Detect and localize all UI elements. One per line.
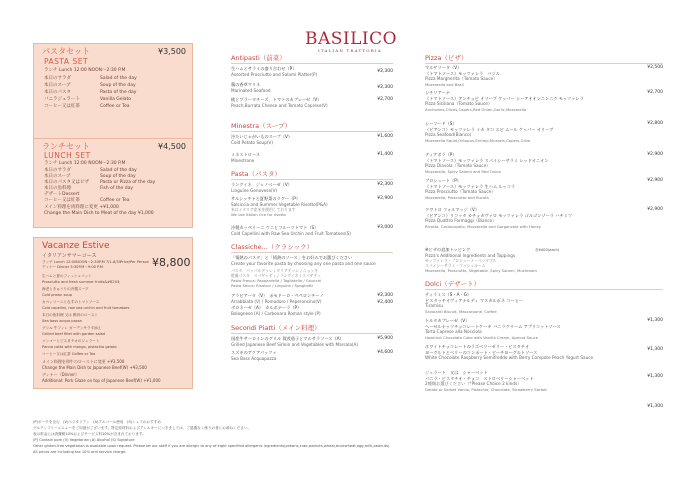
summer-course-note: ディナー（Dinner） — [42, 372, 80, 377]
menu-item: ディアボラ（P） （トマトソース）モッツァレラ スパイシーサラミ レッドオニオン Pizza Diavola（Tomato Sauce） Mozzarella, Spicy Salami and Red Onion — [425, 152, 549, 174]
menu-item: スズキのアクアパッツァ Sea Bass Acquapazza — [231, 350, 277, 361]
menu-item: 鶏の香草マリネ Marinated Seafood — [231, 82, 271, 93]
menu-item-price: ¥2,300 — [377, 293, 393, 298]
menu-item: マルゲリータ（V） （トマトソース）モッツァレラ バジル Pizza Margherita（Tomato Sauce） Mozzarella and Basil — [425, 65, 500, 87]
menu-item: ミネストローネ Minestrone — [231, 152, 261, 163]
menu-item: 桃とブラータチーズ、トマトのカプレーゼ（V） Peach,Burrata Cheese and Tomato Caprese(V) — [231, 97, 328, 108]
menu-item-price: ¥2,500 — [647, 65, 663, 70]
summer-course-line: Grilled beef fillet with garden salad — [42, 332, 106, 336]
summer-course-line: Sea bass acqua pazza — [42, 319, 82, 323]
summer-course-note: メイン料理を和牛のローストに変更 +¥3,500 — [42, 359, 125, 364]
section-title-pizza: Pizza（ピザ） — [425, 54, 468, 62]
menu-item-price: ¥2,300 — [377, 182, 393, 187]
menu-item: ボロネーゼ（A） カルボナーラ（P） Bolognese (A) / Carbonara Roman style (P) — [231, 305, 321, 316]
summer-course-time-dinner: ディナー Dinner 5:30P.M～9:00 P.M — [42, 265, 103, 269]
lunch-set-extra-en: Change the Main Dish to Meat of the day ¥1,000 — [44, 211, 154, 216]
menu-item-price: ¥1,600 — [377, 134, 393, 139]
pasta-set-line: バニラジェラート Vanilla Gelato — [44, 97, 132, 102]
menu-item-price: ¥4,600 — [377, 350, 393, 355]
pasta-set-time: ランチ Lunch 12:00 NOON～2:30 P.M — [44, 68, 126, 73]
summer-course-note-en: Additional: Pork Glaze on top of Japanese Beef(W) +¥1,000 — [42, 378, 161, 383]
section-divider — [231, 131, 393, 132]
menu-item: ラングイネ ジェノベーゼ（V） Linguine Genovese(V) — [231, 182, 292, 193]
restaurant-logo — [305, 29, 398, 53]
summer-course-title: Vacanze Estive — [42, 241, 110, 251]
section-divider — [425, 289, 663, 290]
section-divider — [231, 333, 393, 334]
lunch-set-subtitle: LUNCH SET — [44, 151, 91, 160]
logo-tagline: ITALIAN TRATTORIA — [318, 48, 382, 53]
lunch-set-time: ランチ Lunch 12:00 NOON～2:30 P.M — [44, 161, 126, 166]
menu-item-price: ¥2,800 — [647, 121, 663, 126]
menu-item-price: ¥2,300 — [377, 69, 393, 74]
summer-course-line: グリル 牛フィレ ガーデンサラダ添え — [42, 326, 102, 330]
menu-item-price: ¥5,900 — [377, 336, 393, 341]
menu-item-price: ¥2,900 — [647, 152, 663, 157]
section-divider — [231, 252, 393, 253]
pasta-set-line: コーヒー又は紅茶 Coffee or Tea — [44, 104, 130, 109]
lunch-set-line: 本日の魚料理 Fish of the day — [44, 186, 133, 191]
menu-item-price: ¥2,900 — [377, 196, 393, 201]
summer-course-line: 海老ときゅうりの冷製スープ — [42, 287, 89, 291]
menu-item: 冷製カッペリーニ ウニとフルーツトマト（S） Cold Capellini with Raw Sea Urchin and Fruit Tomatoes(S) — [231, 225, 352, 236]
summer-course-price: ¥8,800 — [152, 256, 191, 269]
summer-course-subtitle: イタリアンサマーコース — [42, 253, 97, 259]
section-title-antipasti: Antipasti（前菜） — [231, 54, 286, 62]
menu-item: アラビアータ（V） ポモドーロ・ペペロンチーノ Arrabbiata (V) / Pomodoro / Peperoncino(V) — [231, 293, 324, 304]
menu-item-price: ¥2,300 — [377, 85, 393, 90]
summer-course-line: Cold capellini, raw sea urchin and fruit tomatoes — [42, 306, 130, 310]
summer-course-line: Cold prawn soup — [42, 293, 73, 297]
classiche-options: パスタ パッパルデッレ / タリアテッレ / ニョッキ 乾燥パスタ スパゲッティ / リングイネ / スパゲティ Pasta Fresca: Pappardelle / Tagliatelle / Gnocchi Pasta Secca: Risoloni / Linguine / Spaghetti — [231, 268, 322, 288]
lunch-set-box — [33, 138, 193, 228]
menu-item-price: ¥2,700 — [377, 97, 393, 102]
lunch-set-line: コーヒー又は紅茶 Coffee or Tea — [44, 198, 130, 203]
menu-item: ジェラート 又は シャーベット バニラ・ピスタチオ・チョコ ストロベリーシャーベット 2種類お選びください（*Please Choice 2 kinds） Gelato or Sorbet Vanila, Pistachio, Chocolate, Strawberry Sorbet — [425, 370, 547, 392]
pizza-topping-price: 各¥400(each) — [535, 248, 560, 252]
summer-course-line: コーヒー又は紅茶 Coffee or Tea — [42, 352, 96, 356]
footer-note: グルテンフリーメニューをご用意がございます。特定原材料およびアレルギーにつきましては、ご遠慮なく係りの者にお尋ねください。 — [33, 426, 252, 430]
lunch-set-extra: メイン料理を肉料理に変更 +¥1,000 — [44, 205, 119, 210]
lunch-set-price: ¥4,500 — [158, 142, 186, 151]
section-title-pasta: Pasta（パスタ） — [231, 170, 282, 178]
pasta-set-line: 本日のサラダ Salad of the day — [44, 76, 137, 81]
lunch-set-line: デザートDessert — [44, 192, 80, 197]
summer-course-note-en: Change the Main Dish to Japanese Beef(W) +¥3,500 — [42, 365, 147, 370]
menu-item-price: ¥1,300 — [647, 318, 663, 323]
summer-course-price-note: Price/Per Person — [120, 260, 149, 264]
menu-item-price: ¥1,400 — [377, 152, 393, 157]
menu-item-price: ¥1,300 — [647, 374, 663, 379]
menu-item-price: ¥2,400 — [377, 300, 393, 305]
menu-item-price: ¥2,700 — [647, 90, 663, 95]
pasta-set-title: パスタセット — [42, 47, 90, 56]
summer-course-line: 生ハムと夏のフィッシュマット — [42, 274, 92, 278]
pasta-set-subtitle: PASTA SET — [44, 57, 89, 66]
summer-course-line: カペッリーニとなすのトマトソース — [42, 300, 100, 304]
menu-item: シチリアーナ （トマトソース）アンチョビ オリーブ ケッパー シーアオオンニンニク モッツァレラ Pizza Siciliana（Tomato Sauce） Anchovies,Olives,Capers,Red Onion,Garlic,Mozzarella — [425, 90, 584, 112]
footer-note: All prices are including tax 10% and service charge. — [33, 450, 127, 454]
summer-course-line: 本日の魚料理 又は 鴨肉のロースト — [42, 313, 99, 317]
pasta-set-line: 本日のパスタ Pasta of the day — [44, 90, 137, 95]
menu-item: ティラミス（S・A・G） ピスタッチオヴィアナルディ マスカルポネ コーヒー Tiramisu Savoiardi Biscuit, Mascarpone, Coffee — [425, 292, 523, 314]
lunch-set-line: 本日のサラダ Salad of the day — [44, 168, 137, 173]
summer-course-time: ランチ Lunch 12:00NOON～2:30P.M 7/1-8/31 — [42, 260, 122, 264]
pasta-set-line: 本日のスープ Soup of the day — [44, 83, 136, 88]
section-divider — [425, 63, 663, 64]
section-title-classiche: Classiche...（クラシック） — [231, 243, 314, 251]
menu-item: ホワイトチョコレートのラズベリーゼリー・ピスタチオ ヨーグルトとベリーのコンポート・ピーチヨーグルトソース White Chocolate Raspberry Semifreddo with Berry Compote Peach Yogurt Sauce — [425, 344, 594, 360]
summer-course-line: Prosciutto and fresh summer fruits&#8203; — [42, 280, 121, 284]
footer-note: 表示料金には消費税10%およびサービス料10%が含まれております。 — [33, 432, 146, 436]
pasta-set-box — [33, 43, 193, 141]
menu-item-price: ¥2,900 — [647, 178, 663, 183]
summer-course-line: Panna cotta with mango, pistachio gelato — [42, 345, 117, 349]
footer-note: (P) Contain pork (V) Vegetarian (A) Alcohol (S) Signature — [33, 438, 135, 442]
menu-item: 冷たいじゃがいものスープ（V） Cold Potato Soup(V) — [231, 134, 293, 145]
lunch-set-line: 本日のパスタ又はピザ Pasta or Pizza of the day — [44, 180, 156, 185]
summer-course-line: マンゴーとピスタチオのジェラート — [42, 339, 100, 343]
pizza-topping-note: ※ピザの追加トッピング Pizza's Additional Ingredients and Toppings モッツァレラ・プロシュート・ベジタブル スパイシーサラミ・マッシュルーム Mozzarella, Prosciutto, Vegetable ,Spicy Salami, Mushroom — [425, 247, 537, 273]
menu-item: 国産牛サーロインのグリル 賀茂茄子とマルサラソース（A） Grilled Japanese Beef Sirloin and Vegetables with Marsala(A) — [231, 336, 359, 347]
classiche-intro: 「情熱のパスタ」と「情熱のソース」をお好みでお選びください Create your favorite pasta by choosing any one pasta and one sauce — [231, 255, 376, 266]
section-title-dolci: Dolci（デザート） — [425, 280, 481, 288]
menu-item-price: ¥1,300 — [647, 404, 663, 409]
footer-note: (P)ポークを含む (V)ベジタリアン (A)アルコール使用 (S)シェフのおすすめ — [33, 420, 161, 424]
menu-item-price: ¥1,300 — [647, 347, 663, 352]
menu-item: 生ハムとサラミの盛り合わせ（P） Assorted Prosciutto and Salami Platter(P) — [231, 66, 318, 77]
menu-item: プロシュート（P） （トマトソース）モッツァレラ 生ハム ルッコラ Pizza Prosciutto（Tomato Sauce） Mozzarella, Prosciutto and Rucola — [425, 178, 516, 200]
lunch-set-line: 本日のスープ Soup of the day — [44, 174, 136, 179]
menu-item: クワトロ フォルマッジ（V） （ビアンコ）リコッタ カチョカヴァロ モッツァレラ ゴルゴンゾーラ ハチミツ Pizza Quattro Formaggi（Bianco） Ricotta, Caciocavallo, Mozzarella and Gorgonzola with Honey — [425, 207, 573, 229]
menu-item: サルシッチャと夏野菜のラグー（P） Salsiccia and Summer Vegetable Risotto(P&A) 米はイタリア産米を使用しております We use Italian rice for risotto — [231, 196, 328, 217]
summer-course-box — [33, 237, 193, 389]
logo-name: BASILICO — [305, 29, 398, 49]
lunch-set-title: ランチセット — [42, 142, 90, 151]
section-title-minestra: Minestra（スープ） — [231, 122, 292, 130]
pasta-set-price: ¥3,500 — [158, 47, 186, 56]
menu-item: シーフード（S） （ビアンコ）モッツァレラ イカ タコ エビ ムール ケッパー オリーブ Pizza Seafood(Bianco) Mozzarella Squid,Octopus,Shrimp,Mussels,Capers,Olive — [425, 121, 554, 143]
menu-item: トルタカプレーゼ（V） ヘーゼルナッツチョコレートケーキ バニラクリーム アプリコットソース Torta Caprese alla Nocciola Hazelnut Chocolate Cake with Vanilla Cream, Apricot Sauce — [425, 318, 561, 340]
footer-note: Other gluten-free vegetarian is available upon request. Please let our staff if you are allergic to any of eight specified allergenic ingredients(prawns,crab,walnuts,wheat,buckwheat,egg,milk,peanuts) — [33, 444, 390, 448]
section-divider — [231, 179, 393, 180]
menu-item-price: ¥3,000 — [377, 225, 393, 230]
menu-item-price: ¥2,900 — [647, 207, 663, 212]
section-title-secondi: Secondi Piatti（メイン料理） — [231, 324, 321, 332]
section-divider — [231, 63, 393, 64]
